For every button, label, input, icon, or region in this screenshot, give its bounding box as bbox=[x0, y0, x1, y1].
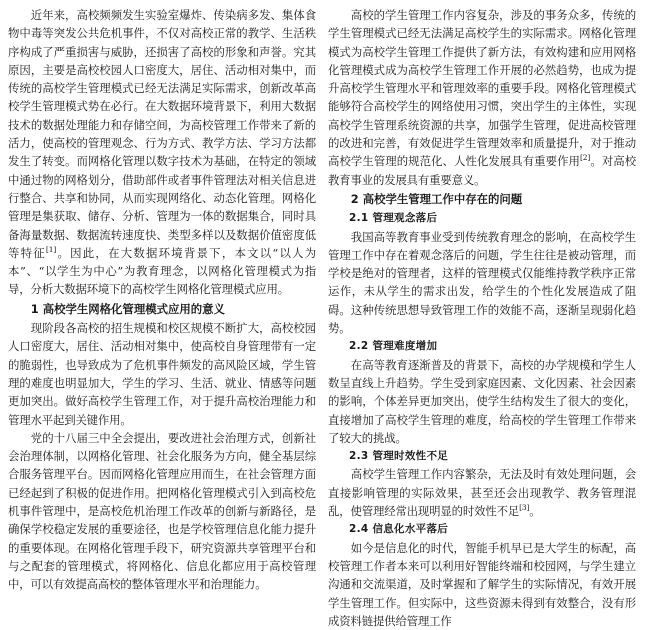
subsection-2-4-heading: 2.4 信息化水平落后 bbox=[349, 523, 449, 536]
intro-paragraph bbox=[8, 6, 316, 299]
section-2-heading: 2 高校学生管理工作中存在的问题 bbox=[350, 191, 523, 206]
subsection-2-3-end: 。 bbox=[529, 504, 541, 519]
intro-text: 近年来，高校频频发生实验室爆炸、传染病多发、集体食物中毒等突发公共危机事件，不仅对高校正常的教学、生活秩序构成了严重损害与威胁，还损害了高校的形象和声誉。究其原因，主要是高校校园人口密度大，居住、活动相对集中，而传统的高校学生管理模式已经无法满足实际需求，创新改革高校学生管理模式势在必行。在大数据环境背景下，利用大数据技术的数据处理能力和存储空间，为高校管理工作带来了新的活力，使高校的管理观念、行为方式、教学方法、学习方法都发生了转变。而网格化管理以数字技术为基础，在特定的领域中通过物的网格划分，借助部件或者事件管理法对相关信息进行整合、共享和协同，从而实现网络化、动态化管理。网格化管理是集获取、储存、分析、管理为一体的数据集合，同时具备海量数据、数据流转速度快、类型多样以及数据价值密度低等特征 bbox=[8, 8, 316, 260]
subsection-2-3-heading: 2.3 管理时效性不足 bbox=[349, 450, 449, 463]
section-1-p3-text: 高校的学生管理工作内容复杂，涉及的事务众多，传统的学生管理模式已经无法满足高校学生的实际需求。网格化管理模式为高校学生管理工作提供了新方法，有效构建和应用网格化管理模式成为高校学生管理工作开展的必然趋势，也成为提升高校学生管理水平和管理效率的重要手段。网格化管理模式能够符合高校学生的网络使用习惯，突出学生的主体性，实现高校学生管理系统资源的共享，加强学生管理，促进高校管理的改进和完善，有效促进学生管理效率和质量提升，对于推动高校学生管理的规范化、人性化发展具有重要作用 bbox=[328, 8, 636, 169]
section-1-paragraph-1: 现阶段各高校的招生规模和校区规模不断扩大，高校校园人口密度大，居住、活动相对集中，使高校自身管理带有一定的脆弱性，也导致成为了危机事件频发的高风险区域，学生管理的难度也明显加大，学生的学习、生活、就业、情感等问题更加突出。做好高校学生管理工作，对于提升高校治理能力和管理水平起到关键作用。 bbox=[8, 321, 316, 427]
section-1-paragraph-2: 党的十八届三中全会提出，要改进社会治理方式，创新社会治理体制，以网格化管理、社会化服务为方向，健全基层综合服务管理平台。因而网格化管理应用而生，在社会管理方面已经起到了积极的促进作用。把网格化管理模式引入到高校危机事件管理中，是高校危机治理工作改革的创新与新路径，是确保学校稳定发展的重要途径，也是学校管理信息化能力提升的重要体现。在网格化管理手段下，研究资源共享管理平台和与之配套的管理模式，将网格化、信息化都应用于高校管理中，可以有效提高高校的整体管理水平和治理能力。 bbox=[8, 430, 316, 592]
subsection-2-4-paragraph: 如今是信息化的时代，智能手机早已是大学生的标配，高校管理工作者本来可以利用好智能终端和校园网，与学生建立沟通和交流渠道，及时掌握和了解学生的实际情况，有效开展学生管理工作。但实际中，这些资源未得到有效整合，没有形成资料链提供给管理工作 bbox=[328, 540, 636, 628]
subsection-2-3-paragraph bbox=[328, 465, 636, 520]
subsection-2-2-paragraph: 在高等教育逐渐普及的背景下，高校的办学规模和学生人数呈直线上升趋势。学生受到家庭因素、文化因素、社会因素的影响，个体差异更加突出，使学生结构发生了很大的变化，直接增加了高校学生管理的难度，给高校的学生管理工作带来了较大的挑战。 bbox=[328, 357, 636, 445]
section-1-heading: 1 高校学生网格化管理模式应用的意义 bbox=[30, 301, 225, 316]
citation-1: [1] bbox=[45, 245, 57, 255]
section-1-p3-end: 。对高校教育事业的发展具有重要意义。 bbox=[328, 154, 637, 187]
subsection-2-3-text: 高校学生管理工作内容繁杂，无法及时有效处理问题，会直接影响管理的实际效果，甚至还会出现教学、教务管理混乱，使管理经常出现明显的时效性不足 bbox=[328, 467, 636, 519]
section-1-paragraph-3 bbox=[328, 6, 636, 189]
right-column bbox=[328, 6, 637, 628]
left-column bbox=[8, 6, 316, 606]
subsection-2-2-heading: 2.2 管理难度增加 bbox=[349, 340, 438, 353]
citation-2: [2] bbox=[580, 153, 591, 163]
subsection-2-1-heading: 2.1 管理观念落后 bbox=[349, 212, 438, 225]
intro-text-end: 。因此，在大数据环境背景下，本文以“以人为本”、“以学生为中心”为教育理念，以网格化管理模式为指导，分析大数据环境下的高校学生网格化管理模式应用。 bbox=[8, 245, 316, 297]
citation-3: [3] bbox=[519, 503, 530, 513]
subsection-2-1-paragraph: 我国高等教育事业受到传统教育理念的影响，在高校学生管理工作中存在着观念落后的问题，学生往往是被动管理，而学校是绝对的管理者，这样的管理模式仅能维持教学秩序正常运作，未从学生的需求出发，给学生的个性化发展造成了阻碍。这种传统思想导致管理工作的效能不高，逐渐呈现弱化趋势。 bbox=[328, 229, 636, 336]
